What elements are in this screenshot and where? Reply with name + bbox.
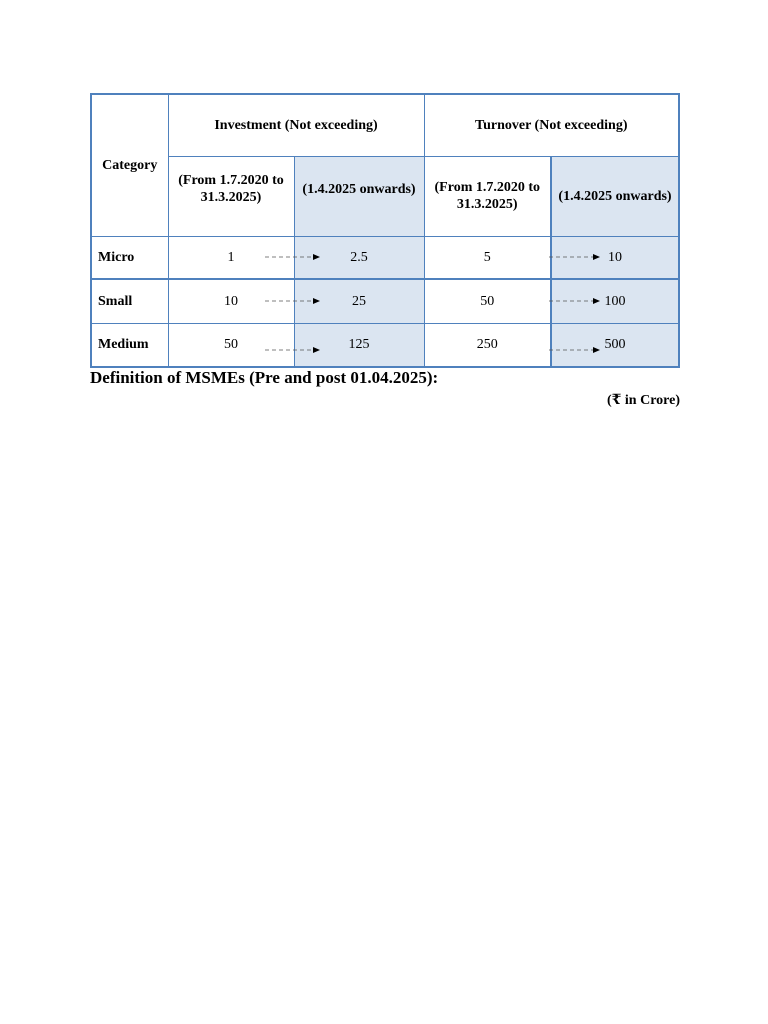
investment-period-new-header: (1.4.2025 onwards): [294, 156, 424, 236]
category-cell: Medium: [91, 323, 168, 367]
investment-old-value: 10: [224, 293, 238, 309]
msme-definition-table: [90, 93, 680, 368]
table-row-micro: [91, 236, 679, 279]
dashed-right-arrow-icon: [549, 346, 601, 354]
investment-old-cell: [168, 236, 294, 279]
investment-new-cell: 2.5: [294, 236, 424, 279]
turnover-header: Turnover (Not exceeding): [424, 94, 679, 156]
table-row-medium: [91, 323, 679, 367]
investment-header: Investment (Not exceeding): [168, 94, 424, 156]
category-header: Category: [91, 94, 168, 236]
table-header-row: [91, 94, 679, 156]
unit-note: (₹ in Crore): [607, 393, 680, 408]
turnover-old-value: 250: [476, 337, 498, 353]
turnover-period-old-header: (From 1.7.2020 to 31.3.2025): [424, 156, 551, 236]
dashed-right-arrow-icon: [549, 253, 601, 261]
investment-old-value: 1: [227, 249, 235, 265]
investment-new-cell: 25: [294, 279, 424, 323]
turnover-new-cell: 100: [551, 279, 679, 323]
category-cell: Micro: [91, 236, 168, 279]
turnover-old-cell: [424, 236, 551, 279]
turnover-period-new-header: (1.4.2025 onwards): [551, 156, 679, 236]
category-cell: Small: [91, 279, 168, 323]
investment-new-cell: 125: [294, 323, 424, 367]
page-title: Definition of MSMEs (Pre and post 01.04.2025):: [90, 368, 439, 387]
turnover-old-value: 50: [480, 293, 495, 309]
investment-period-old-header: (From 1.7.2020 to 31.3.2025): [168, 156, 294, 236]
turnover-old-cell: [424, 279, 551, 323]
investment-old-value: 50: [224, 337, 238, 353]
dashed-right-arrow-icon: [265, 253, 321, 261]
turnover-new-cell: 10: [551, 236, 679, 279]
investment-old-cell: [168, 279, 294, 323]
investment-old-cell: [168, 323, 294, 367]
dashed-right-arrow-icon: [265, 346, 321, 354]
dashed-right-arrow-icon: [549, 297, 601, 305]
table-subheader-row: [91, 156, 679, 236]
turnover-new-cell: 500: [551, 323, 679, 367]
turnover-old-cell: [424, 323, 551, 367]
turnover-old-value: 5: [483, 249, 491, 265]
dashed-right-arrow-icon: [265, 297, 321, 305]
table-row-small: [91, 279, 679, 323]
